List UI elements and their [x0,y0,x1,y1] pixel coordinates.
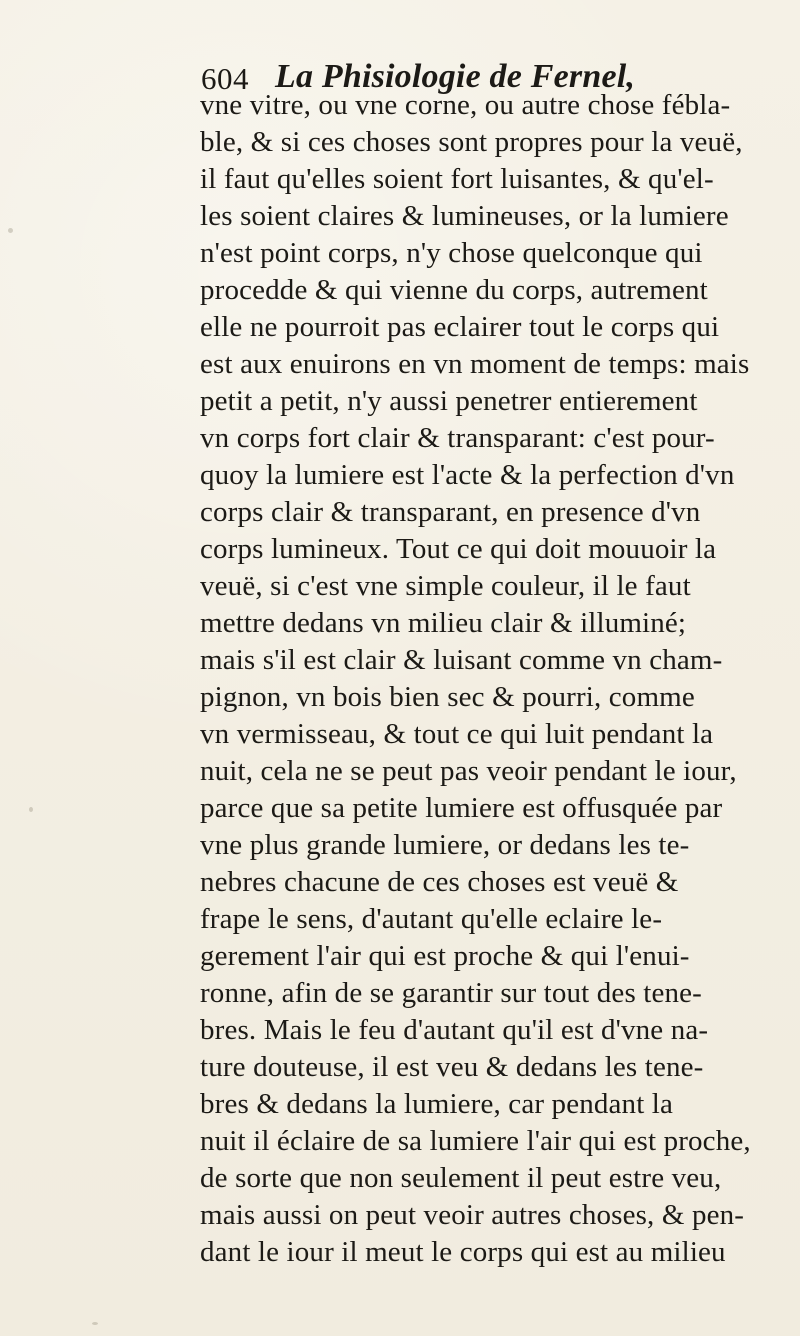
paper-speck [8,228,13,233]
text-line: nuit il éclaire de sa lumiere l'air qui est proche, [200,1125,751,1157]
text-line: vn corps fort clair & transparant: c'est pour- [200,422,715,454]
text-line: bres & dedans la lumiere, car pendant la [200,1088,674,1120]
text-line: dant le iour il meut le corps qui est au milieu [200,1236,726,1268]
body-text [200,88,760,1308]
text-line: parce que sa petite lumiere est offusquée par [200,792,723,824]
text-line: n'est point corps, n'y chose quelconque qui [200,237,703,269]
text-line: quoy la lumiere est l'acte & la perfection d'vn [200,459,735,491]
text-line: ble, & si ces choses sont propres pour la veuë, [200,126,743,158]
text-line: de sorte que non seulement il peut estre veu, [200,1162,722,1194]
text-line: est aux enuirons en vn moment de temps: mais [200,348,750,380]
text-line: corps lumineux. Tout ce qui doit mouuoir la [200,533,717,565]
text-line: bres. Mais le feu d'autant qu'il est d'vne na- [200,1014,709,1046]
text-line: procedde & qui vienne du corps, autrement [200,274,708,306]
page-header [201,44,721,94]
text-line: pignon, vn bois bien sec & pourri, comme [200,681,695,713]
text-line: petit a petit, n'y aussi penetrer entierement [200,385,698,417]
page-number: 604 [201,61,249,96]
text-line: elle ne pourroit pas eclairer tout le corps qui [200,311,720,343]
text-line: ronne, afin de se garantir sur tout des tene- [200,977,702,1009]
text-line: vne plus grande lumiere, or dedans les te- [200,829,690,861]
text-line: nebres chacune de ces choses est veuë & [200,866,679,898]
text-line: il faut qu'elles soient fort luisantes, & qu'el- [200,163,714,195]
paper-speck [29,807,33,812]
text-line: corps clair & transparant, en presence d'vn [200,496,701,528]
text-line: veuë, si c'est vne simple couleur, il le faut [200,570,691,602]
text-line: ture douteuse, il est veu & dedans les tene- [200,1051,704,1083]
text-line: mais aussi on peut veoir autres choses, & pen- [200,1199,745,1231]
text-line: mettre dedans vn milieu clair & illuminé; [200,607,687,639]
text-line: les soient claires & lumineuses, or la lumiere [200,200,729,232]
text-line: mais s'il est clair & luisant comme vn cham- [200,644,723,676]
running-head: La Phisiologie de Fernel, [275,58,636,95]
text-line: gerement l'air qui est proche & qui l'enui- [200,940,690,972]
text-line: vn vermisseau, & tout ce qui luit pendant la [200,718,714,750]
text-line: frape le sens, d'autant qu'elle eclaire le- [200,903,663,935]
text-line: vne vitre, ou vne corne, ou autre chose fébla- [200,89,731,121]
paper-speck [92,1322,98,1325]
text-line: nuit, cela ne se peut pas veoir pendant le iour, [200,755,737,787]
